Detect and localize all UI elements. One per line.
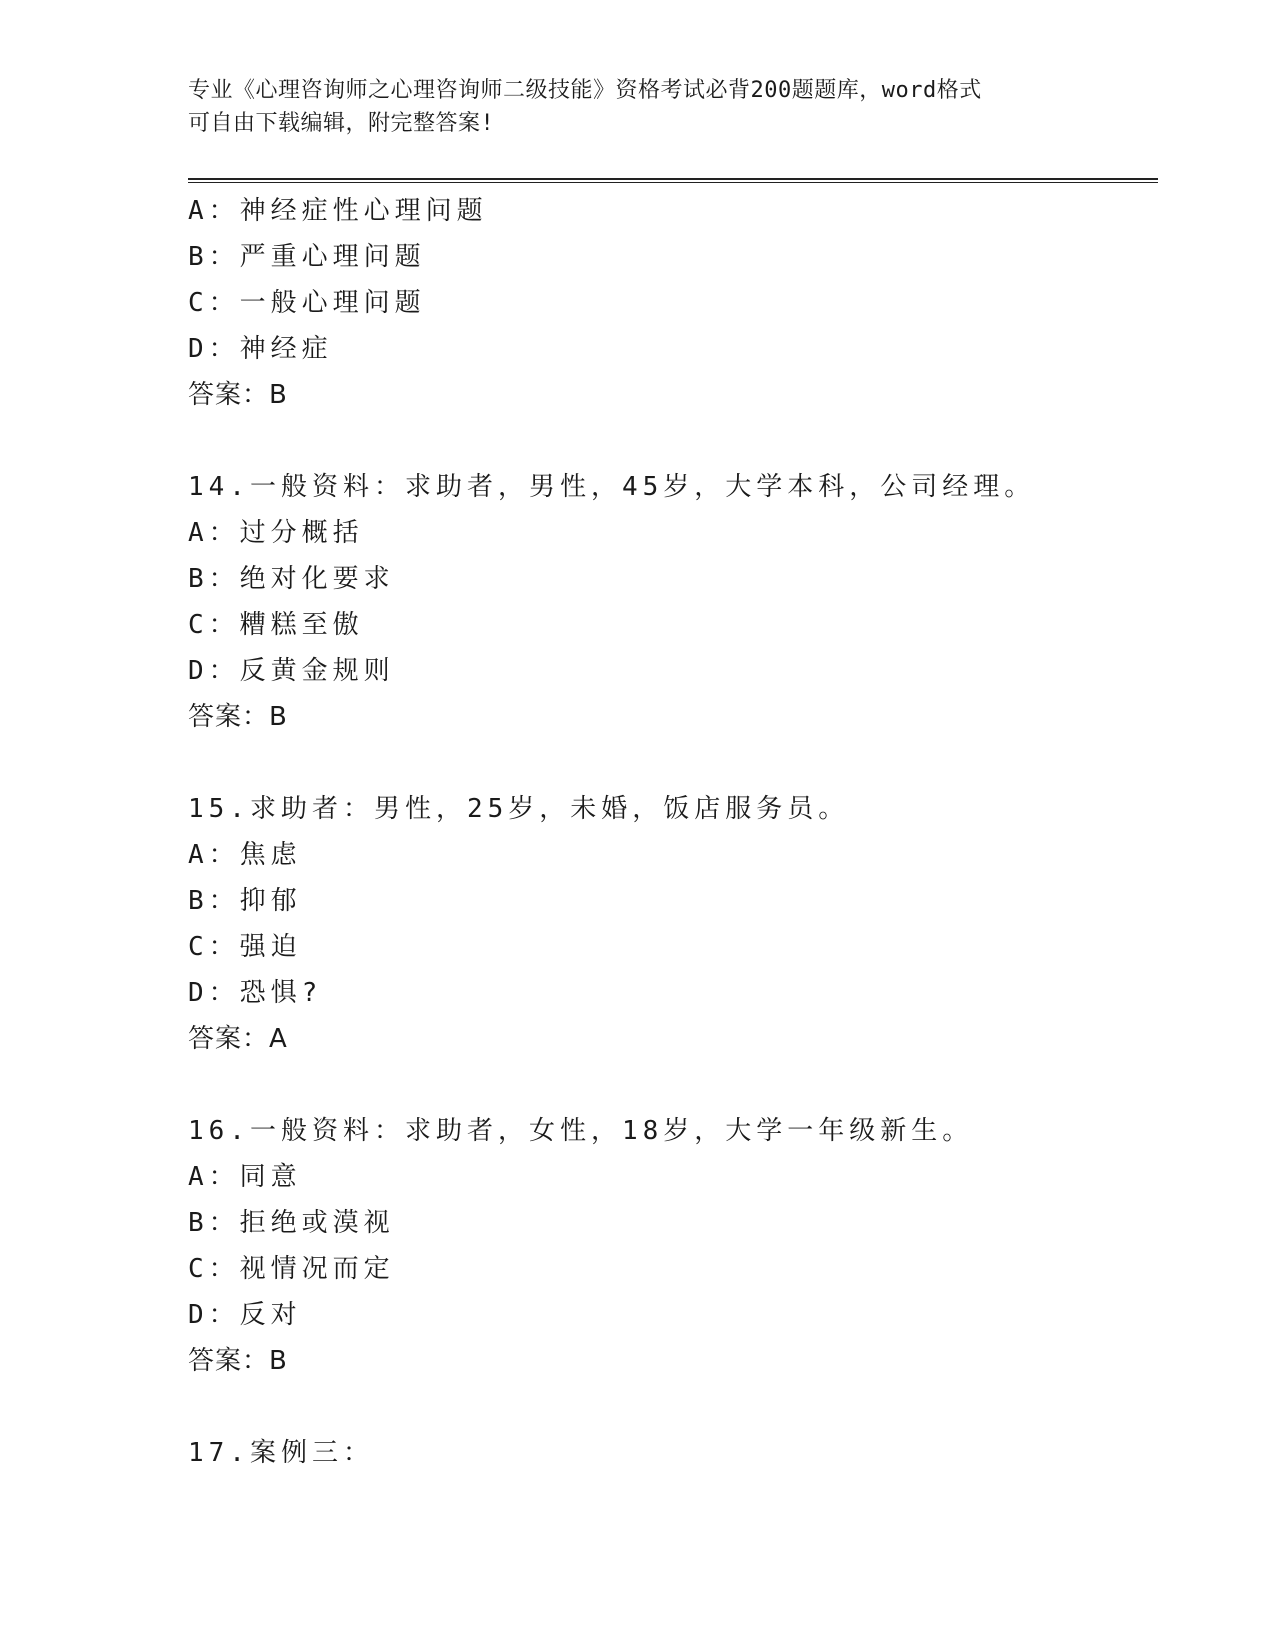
option-c: C：强迫 <box>188 932 302 962</box>
question-stem: 15.求助者：男性，25岁，未婚，饭店服务员。 <box>188 794 850 824</box>
option-b: B：严重心理问题 <box>188 242 426 272</box>
question-14 <box>188 464 1148 740</box>
question-stem: 14.一般资料：求助者，男性，45岁，大学本科，公司经理。 <box>188 472 1036 502</box>
header-title-line-2: 可自由下载编辑，附完整答案! <box>188 111 495 136</box>
option-b: B：拒绝或漠视 <box>188 1208 395 1238</box>
question-13 <box>188 188 1148 418</box>
option-a: A：焦虑 <box>188 840 302 870</box>
answer-line: 答案：B <box>188 702 288 732</box>
header-title-line-1: 专业《心理咨询师之心理咨询师二级技能》资格考试必背200题题库，word格式 <box>188 78 982 103</box>
document-header <box>188 74 1088 140</box>
option-b: B：抑郁 <box>188 886 302 916</box>
option-b: B：绝对化要求 <box>188 564 395 594</box>
option-d: D：恐惧? <box>188 978 323 1008</box>
question-17 <box>188 1430 1148 1476</box>
option-d: D：神经症 <box>188 334 333 364</box>
option-c: C：一般心理问题 <box>188 288 426 318</box>
spacer <box>188 1384 1148 1430</box>
answer-line: 答案：B <box>188 380 288 410</box>
option-c: C：糟糕至傲 <box>188 610 364 640</box>
option-a: A：神经症性心理问题 <box>188 196 488 226</box>
question-16 <box>188 1108 1148 1384</box>
option-c: C：视情况而定 <box>188 1254 395 1284</box>
option-d: D：反对 <box>188 1300 302 1330</box>
answer-line: 答案：B <box>188 1346 288 1376</box>
question-15 <box>188 786 1148 1062</box>
spacer <box>188 418 1148 464</box>
spacer <box>188 1062 1148 1108</box>
question-stem: 17.案例三： <box>188 1438 374 1468</box>
question-list <box>188 188 1148 1476</box>
spacer <box>188 740 1148 786</box>
header-divider <box>188 178 1158 183</box>
option-a: A：过分概括 <box>188 518 364 548</box>
option-d: D：反黄金规则 <box>188 656 395 686</box>
answer-line: 答案：A <box>188 1024 288 1054</box>
option-a: A：同意 <box>188 1162 302 1192</box>
question-stem: 16.一般资料：求助者，女性，18岁，大学一年级新生。 <box>188 1116 974 1146</box>
